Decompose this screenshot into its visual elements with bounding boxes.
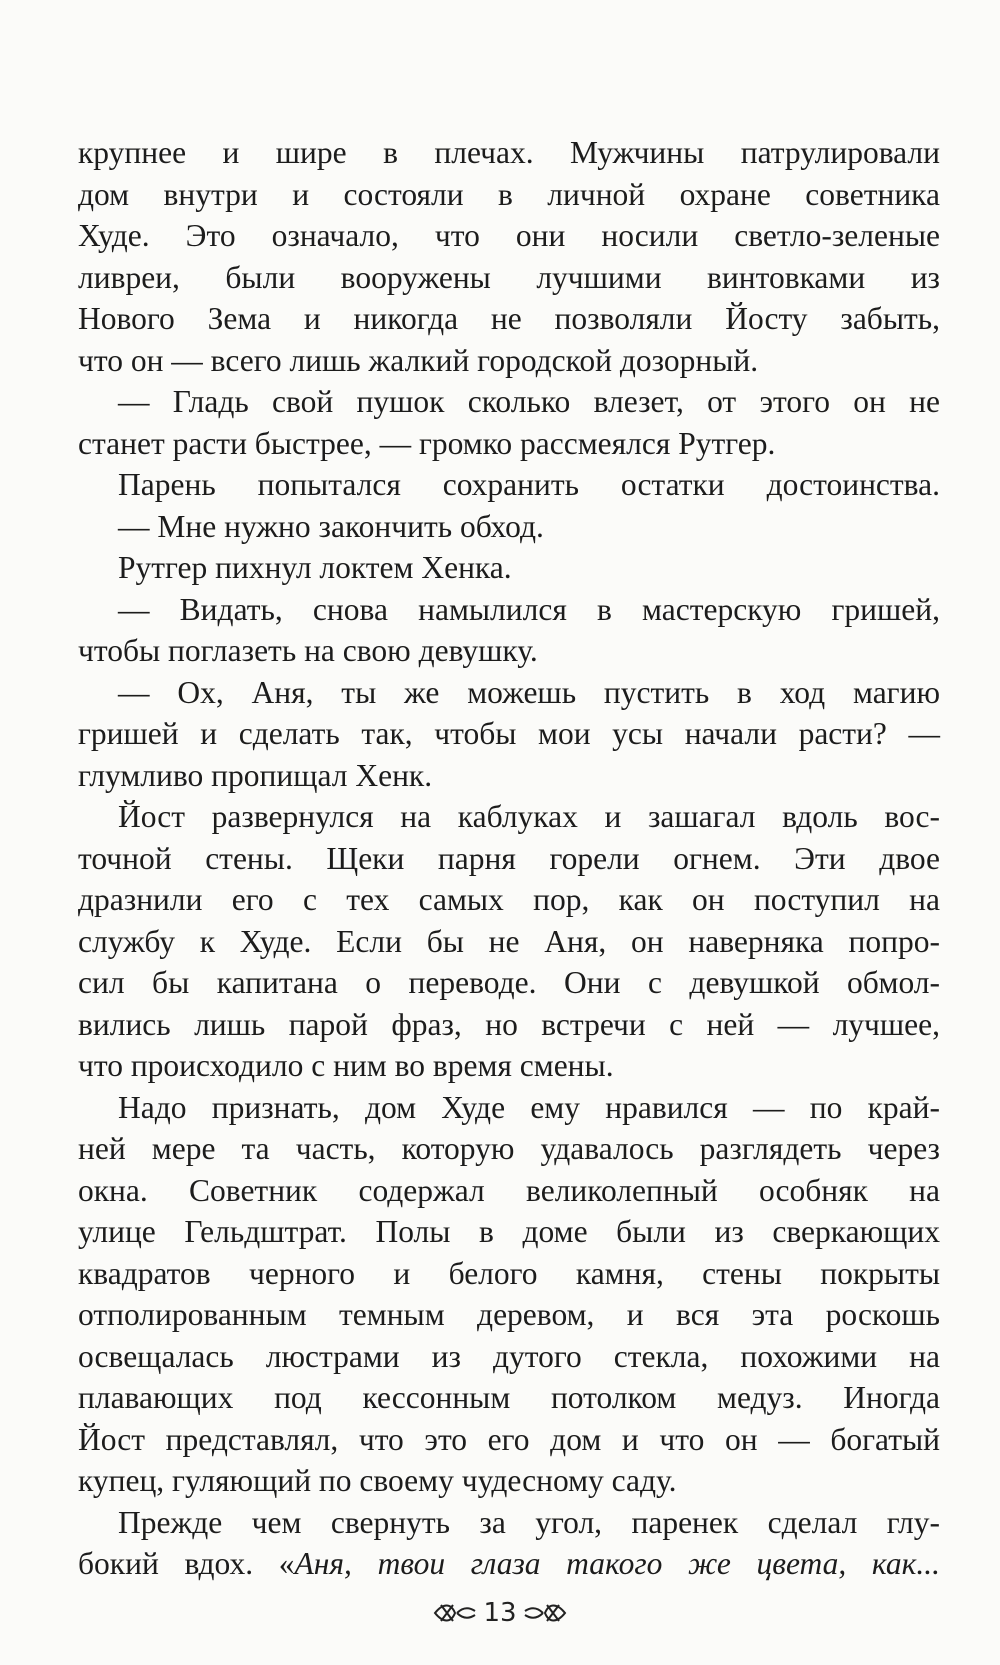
text-line: отполированным темным деревом, и вся эта роскошь xyxy=(78,1297,940,1332)
text-line: ливреи, были вооружены лучшими винтовками из xyxy=(78,259,940,295)
text-line: Парень попытался сохранить остатки достоинства. xyxy=(118,467,940,502)
text-line: вились лишь парой фраз, но встречи с ней — лучшее, xyxy=(78,1006,940,1042)
text-line: сил бы капитана о переводе. Они с девушкой обмол- xyxy=(78,965,940,1000)
italic-quote: Аня, твои глаза такого же цвета, как... xyxy=(294,1546,940,1581)
text-line: Худе. Это означало, что они носили светло-зеленые xyxy=(78,218,940,253)
page-number: 13 xyxy=(483,1598,517,1628)
text-line: глумливо пропищал Хенк. xyxy=(78,757,433,793)
text-line: гришей и сделать так, чтобы мои усы начали расти? — xyxy=(78,716,940,751)
text-line: Йост развернулся на каблуках и зашагал вдоль вос- xyxy=(118,799,940,834)
text-line: что он — всего лишь жалкий городской дозорный. xyxy=(78,342,759,378)
text-line: купец, гуляющий по своему чудесному саду. xyxy=(78,1463,677,1498)
text-line: ней мере та часть, которую удавалось разглядеть через xyxy=(78,1131,940,1166)
fleuron-icon xyxy=(433,1601,477,1625)
text-line xyxy=(78,1543,940,1585)
text-line: квадратов черного и белого камня, стены покрыты xyxy=(78,1255,940,1291)
text-line: Йост представлял, что это его дом и что он — богатый xyxy=(78,1421,940,1457)
text-line: дразнили его с тех самых пор, как он поступил на xyxy=(78,882,940,917)
text-line: Прежде чем свернуть за угол, паренек сделал глу- xyxy=(118,1504,940,1540)
text-line: что происходило с ним во время смены. xyxy=(78,1048,614,1083)
page-footer xyxy=(0,1598,1000,1628)
text-line: освещалась люстрами из дутого стекла, похожими на xyxy=(78,1338,940,1374)
text-line: — Ох, Аня, ты же можешь пустить в ход магию xyxy=(118,674,940,710)
text-line: чтобы поглазеть на свою девушку. xyxy=(78,633,538,668)
text-line: крупнее и шире в плечах. Мужчины патрулировали xyxy=(78,135,940,170)
page-body xyxy=(78,132,940,1585)
text-line-start: бокий вдох. « xyxy=(78,1546,295,1581)
text-line: точной стены. Щеки парня горели огнем. Эти двое xyxy=(78,840,940,876)
text-line: Нового Зема и никогда не позволяли Йосту забыть, xyxy=(78,301,940,336)
text-line: плавающих под кессонным потолком медуз. Иногда xyxy=(78,1380,940,1415)
text-line: службу к Худе. Если бы не Аня, он наверняка попро- xyxy=(78,923,940,959)
text-line: станет расти быстрее, — громко рассмеялся Рутгер. xyxy=(78,425,776,461)
text-line: — Видать, снова намылился в мастерскую гришей, xyxy=(118,591,940,627)
text-line: — Гладь свой пушок сколько влезет, от этого он не xyxy=(118,384,940,419)
text-line: — Мне нужно закончить обход. xyxy=(118,508,544,544)
text-line: окна. Советник содержал великолепный особняк на xyxy=(78,1172,940,1208)
text-line: Надо признать, дом Худе ему нравился — по край- xyxy=(118,1089,940,1125)
text-line: улице Гельдштрат. Полы в доме были из сверкающих xyxy=(78,1214,940,1249)
text-line: Рутгер пихнул локтем Хенка. xyxy=(118,550,512,585)
text-line: дом внутри и состояли в личной охране советника xyxy=(78,176,940,212)
fleuron-icon xyxy=(523,1601,567,1625)
